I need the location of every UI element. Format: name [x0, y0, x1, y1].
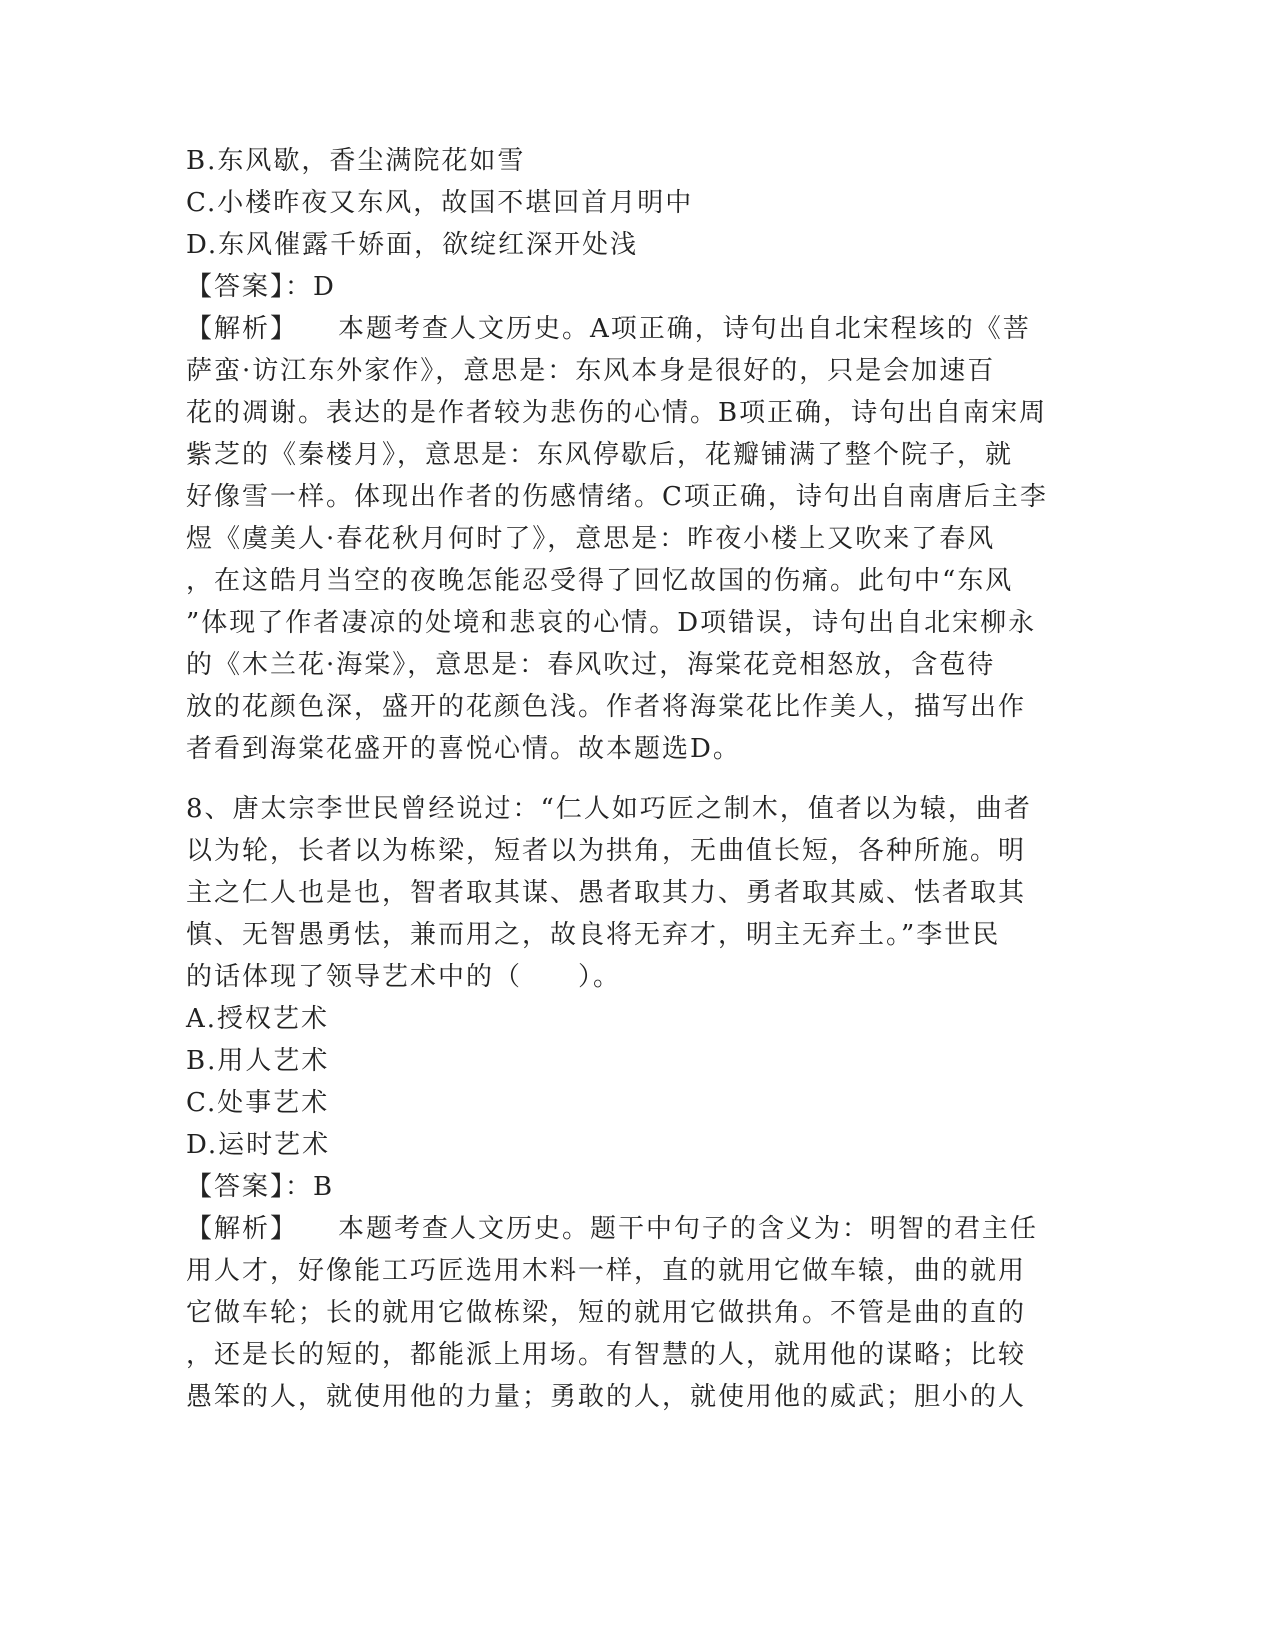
option-c: C.小楼昨夜又东风，故国不堪回首月明中 [186, 188, 694, 218]
option-d: D.运时艺术 [186, 1130, 331, 1160]
analysis-line: 用人才，好像能工巧匠选用木料一样，直的就用它做车辕，曲的就用 [186, 1256, 1027, 1286]
answer-label: 【答案】： [186, 1172, 314, 1202]
analysis-line: 萨蛮·访江东外家作》，意思是：东风本身是很好的，只是会加速百 [186, 356, 996, 386]
analysis-line: 煜《虞美人·春花秋月何时了》，意思是：昨夜小楼上又吹来了春风 [186, 524, 996, 554]
analysis-line: 它做车轮；长的就用它做栋梁，短的就用它做拱角。不管是曲的直的 [186, 1298, 1027, 1328]
paragraph-gap [186, 770, 1086, 788]
analysis-line: ，在这皓月当空的夜晚怎能忍受得了回忆故国的伤痛。此句中“东风 [186, 566, 1014, 596]
analysis-text: 本题考查人文历史。题干中句子的含义为：明智的君主任 [338, 1214, 1039, 1244]
analysis-line-first [186, 308, 1086, 350]
question-stem-line: 慎、无智愚勇怯，兼而用之，故良将无弃才，明主无弃土。”李世民 [186, 920, 1001, 950]
option-c: C.处事艺术 [186, 1088, 330, 1118]
analysis-label: 【解析】 [186, 314, 299, 344]
analysis-line: 放的花颜色深，盛开的花颜色浅。作者将海棠花比作美人，描写出作 [186, 692, 1027, 722]
analysis-line: ，还是长的短的，都能派上用场。有智慧的人，就用他的谋略；比较 [186, 1340, 1027, 1370]
option-d: D.东风催露千娇面，欲绽红深开处浅 [186, 230, 639, 260]
option-a: A.授权艺术 [186, 1004, 330, 1034]
answer-line [186, 266, 1086, 308]
analysis-label: 【解析】 [186, 1214, 299, 1244]
question-stem-line: 主之仁人也是也，智者取其谋、愚者取其力、勇者取其威、怯者取其 [186, 878, 1027, 908]
option-b: B.东风歇，香尘满院花如雪 [186, 146, 526, 176]
answer-value: B [313, 1172, 335, 1202]
question-stem-line: 以为轮，长者以为栋梁，短者以为拱角，无曲值长短，各种所施。明 [186, 836, 1027, 866]
question-stem-line: 的话体现了领导艺术中的（ ）。 [186, 962, 622, 992]
analysis-line: 愚笨的人，就使用他的力量；勇敢的人，就使用他的威武；胆小的人 [186, 1382, 1027, 1412]
option-b: B.用人艺术 [186, 1046, 330, 1076]
question-stem-line: 8、唐太宗李世民曾经说过：“仁人如巧匠之制木，值者以为辕，曲者 [186, 794, 1032, 824]
analysis-line: 的《木兰花·海棠》，意思是：春风吹过，海棠花竞相怒放，含苞待 [186, 650, 996, 680]
answer-label: 【答案】： [186, 272, 314, 302]
analysis-line: 好像雪一样。体现出作者的伤感情绪。C项正确，诗句出自南唐后主李 [186, 482, 1048, 512]
analysis-line: 者看到海棠花盛开的喜悦心情。故本题选D。 [186, 734, 741, 764]
analysis-line: ”体现了作者凄凉的处境和悲哀的心情。D项错误，诗句出自北宋柳永 [186, 608, 1037, 638]
document-page [186, 140, 1086, 1418]
answer-value: D [313, 272, 336, 302]
answer-line [186, 1166, 1086, 1208]
analysis-text: 本题考查人文历史。A项正确，诗句出自北宋程垓的《菩 [338, 314, 1031, 344]
analysis-line: 紫芝的《秦楼月》，意思是：东风停歇后，花瓣铺满了整个院子，就 [186, 440, 1014, 470]
analysis-line: 花的凋谢。表达的是作者较为悲伤的心情。B项正确，诗句出自南宋周 [186, 398, 1048, 428]
analysis-line-first [186, 1208, 1086, 1250]
